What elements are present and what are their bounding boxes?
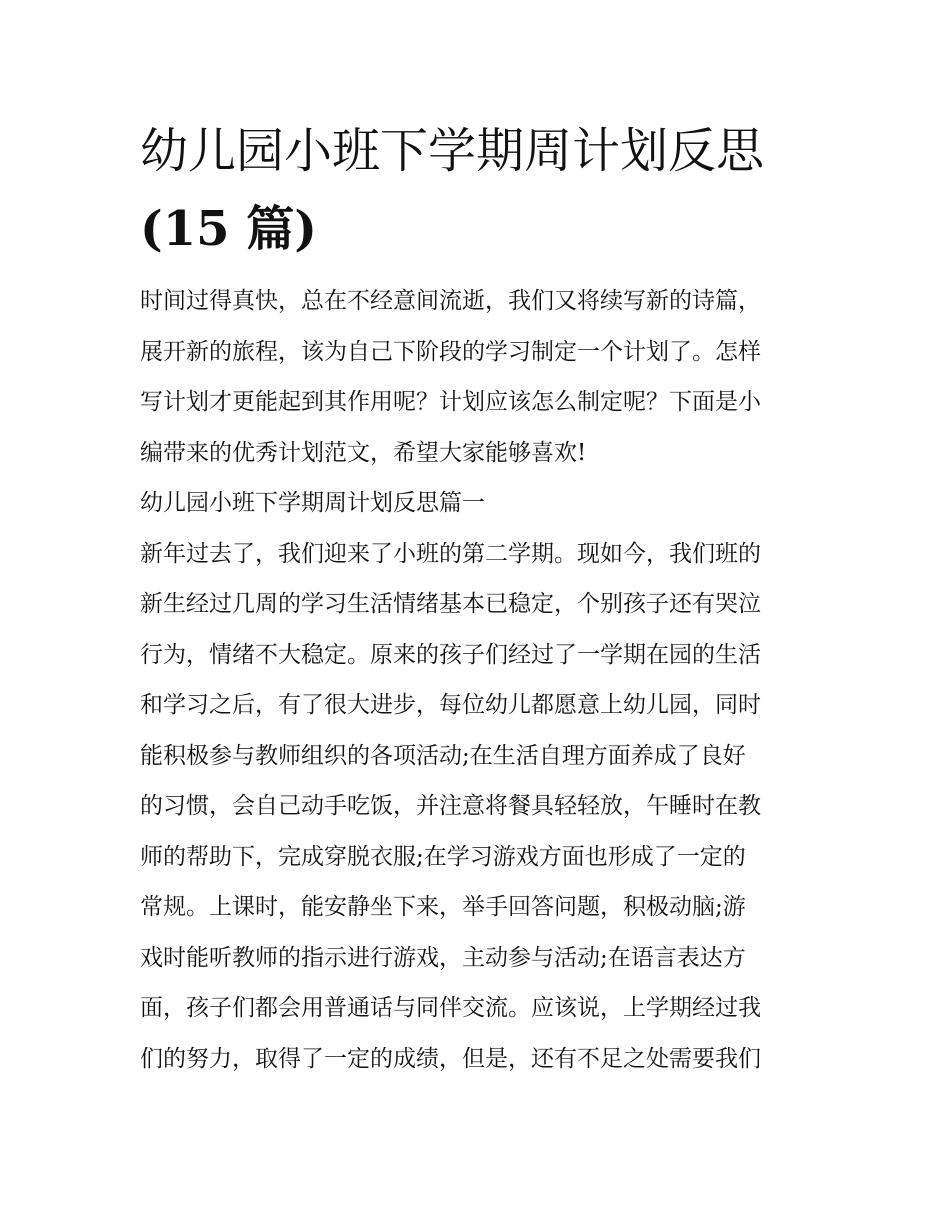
page-title (140, 112, 820, 268)
text-line: 写计划才更能起到其作用呢？计划应该怎么制定呢？下面是小 (140, 389, 761, 415)
text-line: 展开新的旅程，该为自己下阶段的学习制定一个计划了。怎样 (140, 338, 761, 365)
section-heading-text: 幼儿园小班下学期周计划反思篇一 (140, 490, 485, 516)
title-line-2: (15 篇) (140, 201, 317, 257)
text-line: 们的努力，取得了一定的成绩，但是，还有不足之处需要我们 (140, 1045, 761, 1072)
document-body (140, 276, 820, 1084)
text-line: 的习惯，会自己动手吃饭，并注意将餐具轻轻放，午睡时在教 (140, 793, 761, 819)
text-line: 行为，情绪不大稳定。原来的孩子们经过了一学期在园的生活 (140, 641, 761, 668)
section-heading (140, 478, 820, 529)
text-line: 戏时能听教师的指示进行游戏，主动参与活动;在语言表达方 (140, 944, 746, 971)
text-line: 新生经过几周的学习生活情绪基本已稳定，个别孩子还有哭泣 (140, 591, 761, 617)
text-line: 常规。上课时，能安静坐下来，举手回答问题，积极动脑;游 (140, 894, 746, 920)
text-line: 新年过去了，我们迎来了小班的第二学期。现如今，我们班的 (140, 540, 761, 567)
text-line: 时间过得真快，总在不经意间流逝，我们又将续写新的诗篇， (140, 288, 761, 314)
title-line-1: 幼儿园小班下学期周计划反思 (140, 123, 765, 179)
text-line: 面，孩子们都会用普通话与同伴交流。应该说，上学期经过我 (140, 995, 761, 1021)
text-line: 能积极参与教师组织的各项活动;在生活自理方面养成了良好 (140, 742, 746, 769)
text-line: 和学习之后，有了很大进步，每位幼儿都愿意上幼儿园，同时 (140, 692, 761, 718)
text-line: 编带来的优秀计划范文，希望大家能够喜欢! (140, 439, 587, 466)
text-line: 师的帮助下，完成穿脱衣服;在学习游戏方面也形成了一定的 (140, 843, 746, 870)
intro-paragraph (140, 276, 820, 478)
section-paragraph (140, 529, 820, 1085)
